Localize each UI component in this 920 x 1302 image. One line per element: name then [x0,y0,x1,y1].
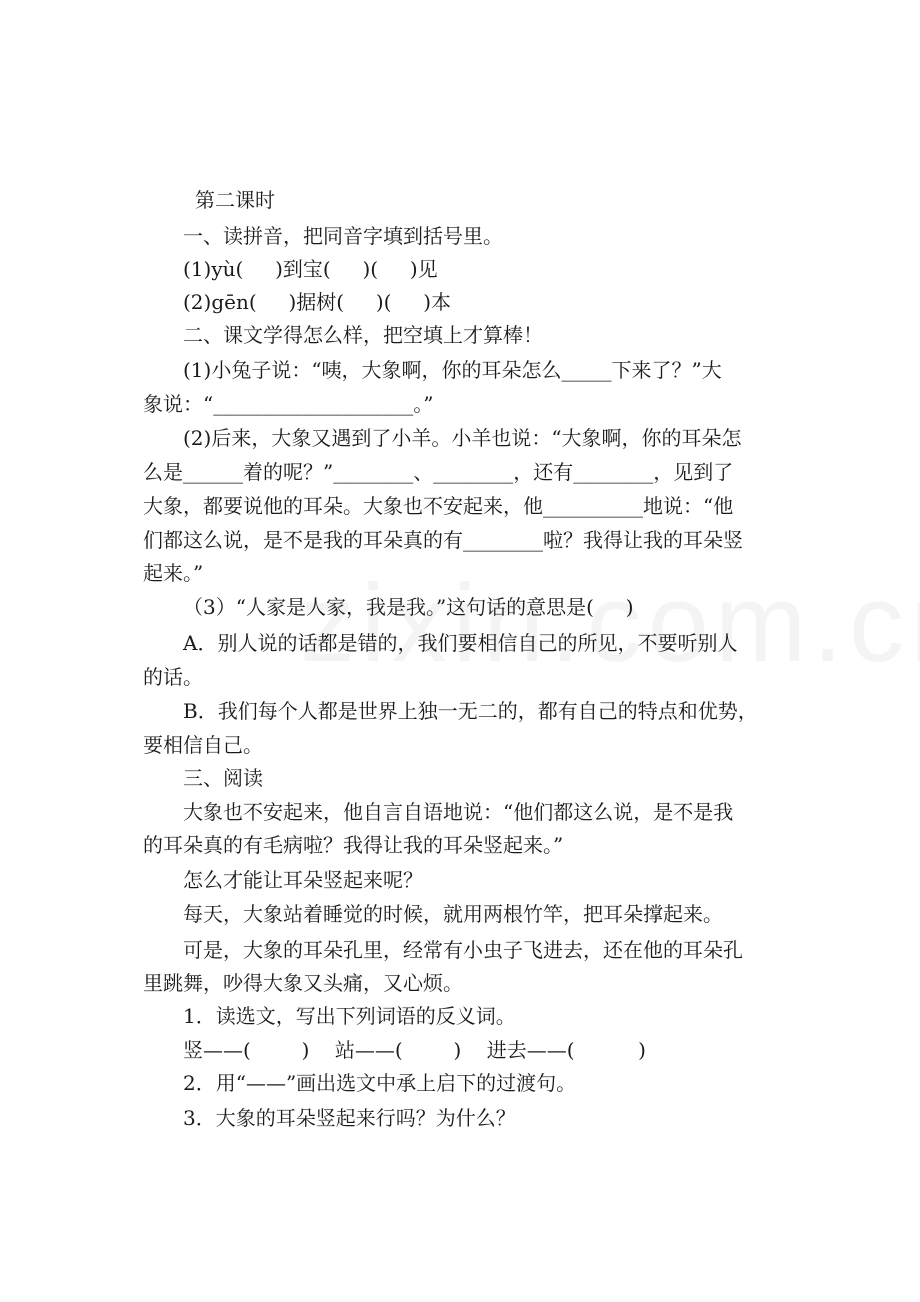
section2-optA-line1: A．别人说的话都是错的，我们要相信自己的所见，不要听别人 [183,631,738,655]
section1-item2: (2)gēn( )据树( )( )本 [183,290,452,314]
section3-p1-line2: 的耳朵真的有毛病啦？我得让我的耳朵竖起来。” [143,833,564,857]
section2-q2-line2: 么是______着的呢？”________、________，还有________，见到了 [143,460,734,484]
section2-q2-line4: 们都这么说，是不是我的耳朵真的有________啦？我得让我的耳朵竖 [143,528,743,552]
section2-q2-line1: (2)后来，大象又遇到了小羊。小羊也说：“大象啊，你的耳朵怎 [183,426,742,450]
section3-p3: 每天，大象站着睡觉的时候，就用两根竹竿，把耳朵撑起来。 [183,902,723,926]
section3-p1-line1: 大象也不安起来，他自言自语地说：“他们都这么说，是不是我 [183,800,734,824]
section2-q3: （3）“人家是人家，我是我。”这句话的意思是( ) [183,595,634,619]
section3-q3: 3．大象的耳朵竖起来行吗？为什么？ [183,1106,516,1130]
section3-q1: 1．读选文，写出下列词语的反义词。 [183,1004,516,1028]
section2-q1-line1: (1)小兔子说：“咦，大象啊，你的耳朵怎么_____下来了？”大 [183,358,722,382]
section2-q2-line5: 起来。” [143,561,204,585]
section3-p4-line1: 可是，大象的耳朵孔里，经常有小虫子飞进去，还在他的耳朵孔 [183,938,743,962]
section1-heading: 一、读拼音，把同音字填到括号里。 [183,224,503,248]
section2-heading: 二、课文学得怎么样，把空填上才算棒！ [183,323,543,347]
section3-p4-line2: 里跳舞，吵得大象又头痛，又心烦。 [143,971,463,995]
section3-q2: 2．用“——”画出选文中承上启下的过渡句。 [183,1071,577,1095]
section3-q1-words: 竖——( ) 站——( ) 进去——( ) [183,1038,646,1062]
section2-optB-line1: B．我们每个人都是世界上独一无二的，都有自己的特点和优势， [183,699,758,723]
section2-optB-line2: 要相信自己。 [143,733,263,757]
section2-optA-line2: 的话。 [143,665,203,689]
section2-q1-line2: 象说：“____________________。” [143,392,434,416]
section2-q2-line3: 大象，都要说他的耳朵。大象也不安起来，他__________地说：“他 [143,494,734,518]
section1-item1: (1)yù( )到宝( )( )见 [183,257,438,281]
section3-heading: 三、阅读 [183,766,263,790]
lesson-title: 第二课时 [195,188,275,212]
section3-p2: 怎么才能让耳朵竖起来呢？ [183,868,423,892]
